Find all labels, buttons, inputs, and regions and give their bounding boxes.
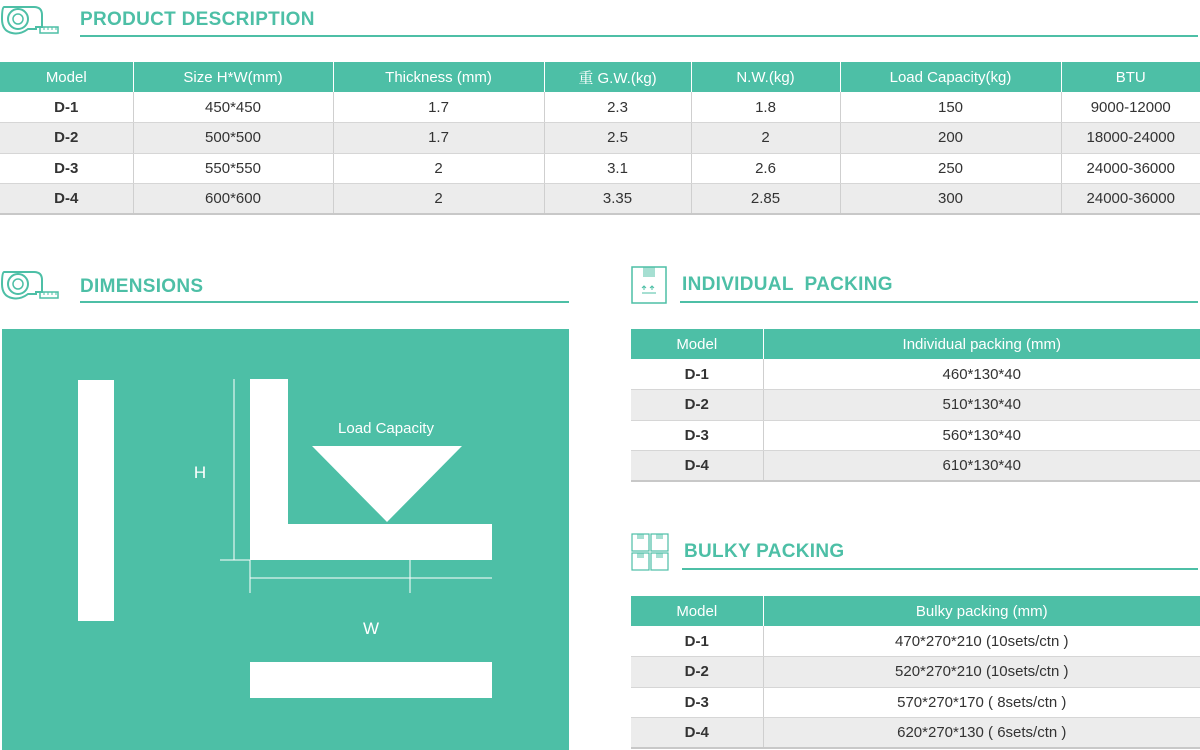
model-cell: D-1 — [631, 626, 763, 657]
bulky-packing-table — [631, 596, 1200, 749]
table-cell: 1.7 — [333, 123, 544, 154]
table-row — [631, 718, 1200, 749]
table-cell: 570*270*170 ( 8sets/ctn ) — [763, 687, 1200, 718]
section-title-dimensions: DIMENSIONS — [80, 276, 204, 297]
table-cell: 2.5 — [544, 123, 691, 154]
model-cell: D-1 — [631, 359, 763, 390]
tape-measure-icon — [0, 3, 60, 39]
section-title-product-description: PRODUCT DESCRIPTION — [80, 9, 315, 30]
table-cell: 1.8 — [691, 92, 840, 123]
table-row — [0, 123, 1200, 154]
table-cell: 2 — [691, 123, 840, 154]
individual-packing-table — [631, 329, 1200, 482]
tape-measure-icon — [0, 268, 60, 304]
column-header: BTU — [1061, 62, 1200, 92]
load-arrow — [312, 446, 462, 522]
table-cell: 300 — [840, 184, 1061, 215]
model-cell: D-1 — [0, 92, 133, 123]
section-divider — [80, 35, 1198, 37]
table-header-row — [0, 62, 1200, 92]
table-cell: 250 — [840, 153, 1061, 184]
table-cell: 150 — [840, 92, 1061, 123]
table-row — [631, 687, 1200, 718]
table-cell: 2.85 — [691, 184, 840, 215]
table-cell: 510*130*40 — [763, 390, 1200, 421]
table-row — [0, 153, 1200, 184]
width-label: W — [362, 619, 380, 638]
table-row — [631, 626, 1200, 657]
side-profile-bar — [78, 380, 114, 621]
model-cell: D-2 — [631, 390, 763, 421]
column-header: Model — [631, 596, 763, 626]
table-row — [631, 451, 1200, 482]
table-row — [631, 390, 1200, 421]
table-cell: 460*130*40 — [763, 359, 1200, 390]
boxes-icon — [631, 533, 669, 571]
table-cell: 550*550 — [133, 153, 333, 184]
column-header: Individual packing (mm) — [763, 329, 1200, 359]
height-label: H — [193, 463, 207, 482]
model-cell: D-2 — [0, 123, 133, 154]
model-cell: D-3 — [631, 420, 763, 451]
box-icon — [631, 266, 667, 304]
model-cell: D-3 — [631, 687, 763, 718]
column-header: Model — [631, 329, 763, 359]
section-divider — [682, 568, 1198, 570]
table-cell: 2.6 — [691, 153, 840, 184]
table-cell: 1.7 — [333, 92, 544, 123]
table-row — [631, 420, 1200, 451]
table-cell: 520*270*210 (10sets/ctn ) — [763, 657, 1200, 688]
column-header: Model — [0, 62, 133, 92]
table-cell: 600*600 — [133, 184, 333, 215]
column-header: 重 G.W.(kg) — [544, 62, 691, 92]
column-header: N.W.(kg) — [691, 62, 840, 92]
table-header-row — [631, 596, 1200, 626]
table-row — [631, 657, 1200, 688]
dimensions-diagram — [2, 329, 569, 750]
load-capacity-label: Load Capacity — [338, 420, 434, 437]
column-header: Size H*W(mm) — [133, 62, 333, 92]
table-cell: 2.3 — [544, 92, 691, 123]
table-cell: 3.35 — [544, 184, 691, 215]
table-cell: 18000-24000 — [1061, 123, 1200, 154]
table-cell: 500*500 — [133, 123, 333, 154]
table-row — [0, 92, 1200, 123]
model-cell: D-4 — [0, 184, 133, 215]
table-cell: 9000-12000 — [1061, 92, 1200, 123]
model-cell: D-4 — [631, 718, 763, 749]
table-cell: 24000-36000 — [1061, 153, 1200, 184]
table-cell: 200 — [840, 123, 1061, 154]
column-header: Load Capacity(kg) — [840, 62, 1061, 92]
table-header-row — [631, 329, 1200, 359]
table-cell: 3.1 — [544, 153, 691, 184]
section-divider — [80, 301, 569, 303]
table-cell: 610*130*40 — [763, 451, 1200, 482]
table-cell: 2 — [333, 153, 544, 184]
table-cell: 2 — [333, 184, 544, 215]
column-header: Thickness (mm) — [333, 62, 544, 92]
product-description-table — [0, 62, 1200, 215]
section-divider — [680, 301, 1198, 303]
model-cell: D-4 — [631, 451, 763, 482]
table-cell: 560*130*40 — [763, 420, 1200, 451]
column-header: Bulky packing (mm) — [763, 596, 1200, 626]
section-title-individual-packing: INDIVIDUAL PACKING — [682, 274, 893, 295]
table-row — [0, 184, 1200, 215]
table-cell: 450*450 — [133, 92, 333, 123]
table-cell: 24000-36000 — [1061, 184, 1200, 215]
table-cell: 470*270*210 (10sets/ctn ) — [763, 626, 1200, 657]
table-cell: 620*270*130 ( 6sets/ctn ) — [763, 718, 1200, 749]
model-cell: D-3 — [0, 153, 133, 184]
model-cell: D-2 — [631, 657, 763, 688]
section-title-bulky-packing: BULKY PACKING — [684, 541, 845, 562]
bottom-profile-bar — [250, 662, 492, 698]
table-row — [631, 359, 1200, 390]
